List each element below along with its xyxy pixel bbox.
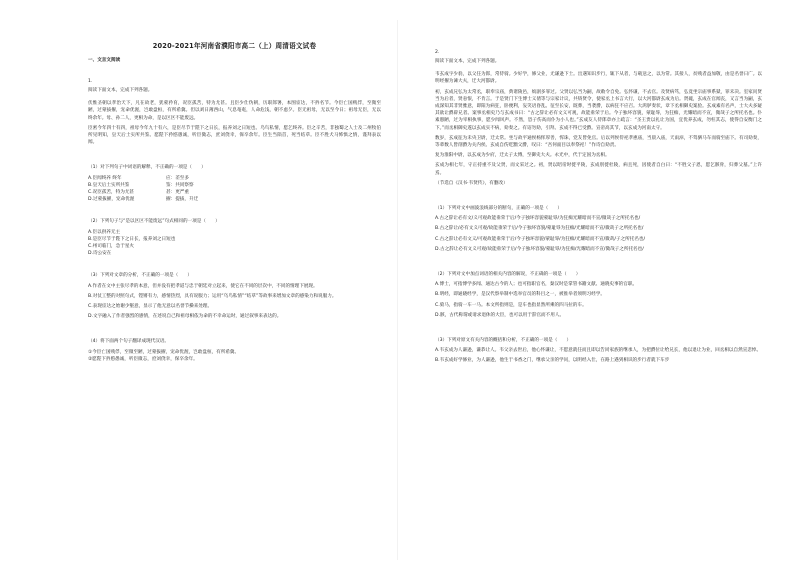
answer-option[interactable]: A.臣闻终养 终年 应：差至多 [88,175,189,181]
passage-paragraph: 初，玄成兄弘为太常丞，职奉宗庙，典诸陵邑，烦剧多罪过。父贤以弘当为嗣，故敕令自免。弘怀谦，不去官。及贤病笃，弘竟坐宗庙事系狱，罪未决。室家问贤当为后者，贤恚恨，不肯言。于是贤门下生博士义倩等与宗家计议，共矫贤令，使家丞上书言大行，以大河都尉玄成为后。贤薨，玄成在官闻丧，又言当为嗣，玄成深知其非贤雅意，即阳为病狂，卧便利，妄笑语昏乱。征至长安，既葬，当袭爵，以病狂不应召。大鸿胪奏状，章下丞相御史案验。玄成素有名声，士大夫多疑其欲让爵辟兄者。案事丞相史乃与玄成书曰：“古之辞让必有文义可观，故能垂荣于后。今子独坏容貌，蒙耻辱，为狂痴，光耀暗而不宣，微哉子之所托名也。仆素愚陋，过为宰相执事，愿少闻风声。不然，恐子伤高而仆为小人也。”玄成友人侍郎章亦上疏言：“圣王贵以礼让为国，宜优养玄成，勿枉其志，使得自安衡门之下。”而丞相御史遂以玄成实不病，劾奏之。有诏勿劾，引拜。玄成不得已受爵。宣帝高其节，以玄成为河南太守。 [435,89,762,131]
right-column [397,0,794,562]
answer-option[interactable]: C.况臣孤苦，特为尤甚 甚：更严重 [88,190,189,196]
translation-item: ②愿陛下矜愍愚诚，听臣微志，庶刘侥幸，保卒余年。 [88,356,198,362]
answer-option[interactable]: D.骸，古代称谓或请求退休的大臣，也可以用于辞官而不用人。 [435,312,565,318]
passage-paragraph: 复为淮阳中尉，以玄成为少府，迁太子太傅，至御史大夫。永光中，代于定国为丞相。 [435,153,610,159]
reading-instruction: 阅读下面文本，完成下列各题。 [88,88,153,93]
question-number: 2. [435,50,440,55]
question-stem: （2）下列对文中加点词语的相关内容的解说，不正确的一项是（ ） [435,272,581,278]
answer-option[interactable]: B.对仗工整的对照句式，铿锵有力，感情热烈，具有说服力；运用“乌鸟私情”“结草”等故事来增加文章的感染力和说服力。 [88,293,337,299]
answer-option[interactable]: A.韦玄成为人谦逊，谦恭让人。韦父亲去世后，他心怀谦让，不愿意就任而且即以告同家族的继承人，为把爵位让给兄长，他以退让为业，回丞相以自然宣悲悼。 [435,348,762,354]
reading-instruction: 阅读下面文本，完成下列各题。 [435,59,500,64]
answer-option[interactable]: B.明经，即通晓经学，是汉代察举制中选举官员的科目之一，被推举者须明习经学。 [435,292,605,298]
passage-paragraph: 臣密今年四十有四，祖母今年九十有六，是臣尽节于陛下之日长，报养刘之日短也。乌鸟私情，愿乞终养。臣之辛苦，非独蜀之人士及二州牧伯所见明知，皇天后土实所共鉴。愿陛下矜愍愚诚，听臣微志，庶刘侥幸，保卒余年。臣生当陨首，死当结草。臣不胜犬马怖惧之情，谨拜表以闻。 [88,125,381,146]
answer-option[interactable]: C.骑马，指骑一车一马。本文所指则是，是车也指显然所乘的四马拉的车。 [435,302,587,308]
question-stem: （4）将下面两个句子翻译成现代汉语。 [88,339,170,345]
passage-paragraph: 伏惟圣朝以孝治天下，凡在故老，犹蒙矜育，况臣孤苦，特为尤甚。且臣少仕伪朝，历职郎署，本图宦达，不矜名节。今臣亡国贱俘，至微至陋，过蒙拔擢，宠命优渥，岂敢盘桓，有所希冀。但以刘日薄西山，气息奄奄，人命危浅，朝不虑夕。臣无祖母，无以至今日；祖母无臣，无以终余年。母、孙二人，更相为命，是以区区不能废远。 [88,101,381,121]
answer-option[interactable]: B.韦玄成好学修业，为人谦逊，他生于书香之门，继承父亲的学问，以明经入仕，在路上遇到相识的步行者就下车步 [435,358,670,364]
question-stem: （3）下列对文章的分析，不正确的一项是（ ） [88,273,192,279]
question-stem: （1）对下列句子中词语的解释，不正确的一项是（ ） [88,165,206,171]
answer-option[interactable]: B.古之辞让/必有文义可观/故能垂荣于后/今子独坏容貌/蒙耻辱为狂痴/光耀暗而不宣/微哉子之所托名也/ [435,226,644,232]
answer-option[interactable]: A.臣以供养无主 [88,229,121,235]
passage-paragraph: 数岁，玄成征为未央卫尉，迁太常。坐与故平通侯杨恽厚善，恽诛，党友皆免官。后以列侯侍祀孝惠庙，当晨入庙，天雨淖，不驾驷马车而骑至庙下。有司劾奏，等辈数人皆削爵为关内侯。玄成自伤贬黜父爵，叹曰：“吾何面目以奉祭祀！”作诗自劾责。 [435,135,762,149]
passage-source: （节选自《汉书·韦贤传》，有删改） [435,180,508,186]
answer-option[interactable]: A.作者在文中主张尽孝的本意，但并没有把孝道与忠于朝廷对立起来，使它在不同的层次中，不同的情理下展现。 [88,283,318,289]
document-title: 2020-2021年河南省濮阳市高二（上）周清语文试卷 [152,42,317,50]
question-stem: （1）下列对文中画波浪线部分的断句，正确的一项是（ ） [435,206,562,212]
answer-option[interactable]: D.诗公安在 [88,251,112,257]
answer-option[interactable]: B.皇天后土实所共鉴 鉴：共同察察 [88,182,194,188]
answer-option[interactable]: A.古之辞让必有文/义可观故能垂荣于后/今子独坏容貌蒙耻辱/为狂痴光耀暗而不宣/微哉子之所托名也/ [435,216,641,222]
answer-option[interactable]: A.博士，可指博学多闻、通达古今的人；也可指职官名，秦汉时是掌管书籍文献、通晓史事的官职。 [435,282,638,288]
passage-paragraph: 韦玄成字少翁，以父任为郎，常侍骑。少好学，修父业，尤谦逊下士。出遇知识步行，辄下从者，与载送之，以为常。其接人，贫贱者益加敬，由是名誉日广。以明经擢为谏大夫，迁大河都尉。 [435,72,762,85]
question-stem: （3）下列对原文有关内容的概括和分析，不正确的一项是（ ） [435,338,572,344]
answer-option[interactable]: D.过蒙拔擢，宠命优渥 擢：提拔，升迁 [88,197,199,203]
answer-option[interactable]: C.表现宦达之始谢少壑意，显示了他无意以名誉节操来处理。 [88,304,213,310]
answer-option[interactable]: D.古之辞让必有文义可观/故能垂荣于后/今子独坏容貌/蒙耻辱/为狂痴/光耀暗而不宣/微哉子之所托名也/ [435,246,644,252]
translation-item: ①今臣亡国贱俘，至微至陋，过蒙拔擢，宠命优渥，岂敢盘桓，有所希冀。 [88,349,240,355]
answer-option[interactable]: C.州司临门，急于星火 [88,244,135,250]
passage-paragraph: 玄成为相七年，守正持重不及父贤，而文采过之。初，贤以昭帝时徙平陵，玄成别徙杜陵，病且死，因使者自白曰：“不胜父子恩，愿乞骸骨，归葬父墓。”上许焉。 [435,163,762,176]
section-heading: 一、文言文阅读 [88,58,121,63]
question-number: 1. [88,79,93,84]
question-stem: （2）下列句子与“是以区区不能废远”句式相同的一项是（ ） [88,219,220,225]
answer-option[interactable]: B.是臣尽节于陛下之日长，报养刘之日短也 [88,236,176,242]
answer-option[interactable]: D.文字融入了作者强烈的感情，在述说自己和祖母相依为命的不幸命运时，通过叙事来表达的。 [88,314,282,320]
answer-option[interactable]: C.古之辞让必有文义/可观故能垂荣于后/今子独坏容貌/蒙耻辱/为狂痴/光耀暗而不宣/微哉/子之所托名也/ [435,236,645,242]
